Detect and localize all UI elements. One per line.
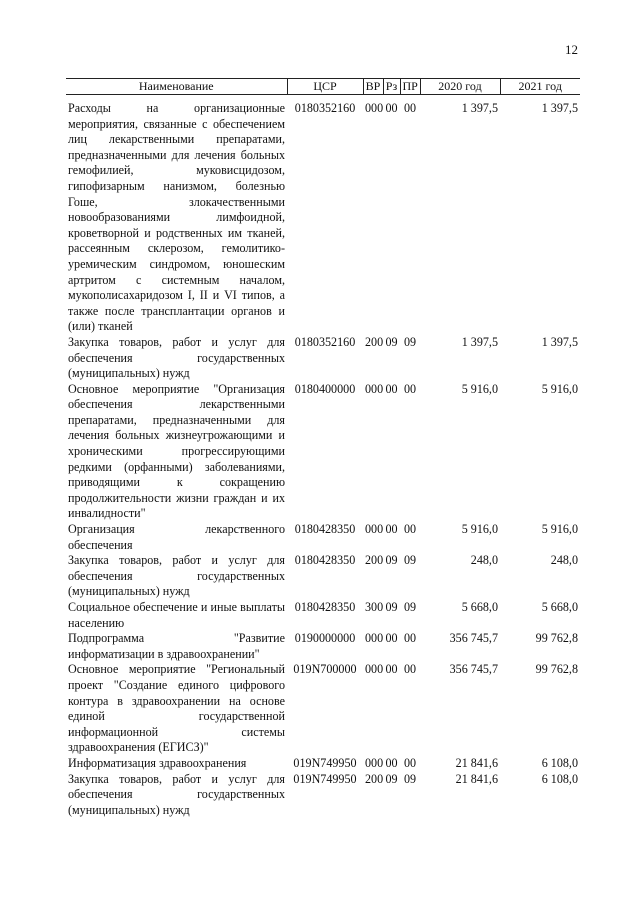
table-row bbox=[66, 335, 580, 382]
row-name: Информатизация здравоохранения bbox=[68, 755, 247, 770]
row-pr: 00 bbox=[403, 662, 417, 677]
row-pr: 00 bbox=[403, 381, 417, 396]
row-rz: 00 bbox=[385, 631, 398, 646]
row-amount-2021: 6 108,0 bbox=[541, 755, 578, 770]
row-amount-2020: 5 668,0 bbox=[461, 600, 498, 614]
row-csr: 0180428350 bbox=[294, 553, 356, 568]
row-vr: 200 bbox=[365, 553, 384, 568]
row-rz: 09 bbox=[385, 553, 398, 568]
row-amount-2020: 248,0 bbox=[470, 553, 498, 568]
table-row bbox=[66, 101, 580, 335]
row-rz: 00 bbox=[385, 522, 398, 537]
budget-table bbox=[66, 78, 580, 818]
row-name: Закупка товаров, работ и услуг для обеспечения государственных (муниципальных) нужд bbox=[68, 553, 285, 599]
row-rz: 00 bbox=[385, 755, 398, 770]
header-name: Наименование bbox=[66, 79, 287, 95]
table-row bbox=[66, 631, 580, 662]
row-amount-2020: 21 841,6 bbox=[455, 771, 498, 786]
row-vr: 000 bbox=[365, 381, 384, 396]
row-amount-2020: 356 745,7 bbox=[449, 631, 498, 646]
row-csr: 019N749950 bbox=[293, 771, 357, 786]
row-pr: 09 bbox=[403, 334, 417, 349]
table-row bbox=[66, 662, 580, 756]
row-amount-2021: 1 397,5 bbox=[541, 101, 578, 115]
row-amount-2021: 1 397,5 bbox=[541, 334, 578, 349]
row-vr: 000 bbox=[365, 101, 384, 115]
row-amount-2020: 21 841,6 bbox=[455, 755, 498, 770]
table-header-row bbox=[66, 79, 580, 95]
row-csr: 0180428350 bbox=[294, 522, 356, 537]
row-csr: 0180352160 bbox=[294, 101, 356, 115]
row-amount-2021: 99 762,8 bbox=[535, 631, 578, 646]
row-pr: 09 bbox=[403, 553, 417, 568]
row-name: Закупка товаров, работ и услуг для обеспечения государственных (муниципальных) нужд bbox=[68, 771, 285, 817]
row-amount-2021: 99 762,8 bbox=[535, 662, 578, 677]
row-amount-2020: 5 916,0 bbox=[461, 381, 498, 396]
row-pr: 00 bbox=[403, 755, 417, 770]
row-name: Социальное обеспечение и иные выплаты населению bbox=[68, 600, 285, 630]
table-row bbox=[66, 522, 580, 553]
row-amount-2020: 5 916,0 bbox=[461, 522, 498, 537]
row-name: Закупка товаров, работ и услуг для обеспечения государственных (муниципальных) нужд bbox=[68, 334, 285, 381]
header-csr: ЦСР bbox=[287, 79, 363, 95]
row-vr: 300 bbox=[365, 600, 384, 614]
row-pr: 00 bbox=[403, 101, 417, 115]
row-vr: 000 bbox=[365, 662, 384, 677]
row-name: Организация лекарственного обеспечения bbox=[68, 522, 285, 552]
row-csr: 0180400000 bbox=[294, 381, 356, 396]
row-amount-2020: 356 745,7 bbox=[449, 662, 498, 677]
row-rz: 09 bbox=[385, 600, 398, 614]
row-amount-2020: 1 397,5 bbox=[461, 334, 498, 349]
row-amount-2021: 5 916,0 bbox=[541, 522, 578, 537]
row-vr: 200 bbox=[365, 771, 384, 786]
table-row bbox=[66, 772, 580, 819]
row-csr: 019N700000 bbox=[293, 662, 357, 677]
row-vr: 000 bbox=[365, 755, 384, 770]
row-csr: 0190000000 bbox=[294, 631, 356, 646]
row-pr: 09 bbox=[403, 771, 417, 786]
row-pr: 09 bbox=[403, 600, 417, 614]
header-vr: ВР bbox=[363, 79, 383, 95]
row-amount-2020: 1 397,5 bbox=[461, 101, 498, 115]
row-name: Подпрограмма "Развитие информатизации в здравоохранении" bbox=[68, 631, 285, 661]
row-amount-2021: 6 108,0 bbox=[541, 771, 578, 786]
table-row bbox=[66, 600, 580, 631]
row-amount-2021: 5 668,0 bbox=[541, 600, 578, 614]
header-rz: Рз bbox=[383, 79, 400, 95]
row-pr: 00 bbox=[403, 631, 417, 646]
row-vr: 000 bbox=[365, 522, 384, 537]
row-rz: 09 bbox=[385, 334, 398, 349]
row-pr: 00 bbox=[403, 522, 417, 537]
header-pr: ПР bbox=[400, 79, 420, 95]
row-name: Основное мероприятие "Организация обеспечения лекарственными препаратами, предназначенными для лечения больных жизнеугрожающими и хроническими прогрессирующими редкими (орфанными) заболеваниями, приводящими к сокращению продолжительности жизни граждан и их инвалидности" bbox=[68, 381, 285, 521]
row-rz: 00 bbox=[385, 381, 398, 396]
row-vr: 000 bbox=[365, 631, 384, 646]
row-csr: 019N749950 bbox=[293, 755, 357, 770]
row-amount-2021: 248,0 bbox=[550, 553, 578, 568]
row-name: Расходы на организационные мероприятия, связанные с обеспечением лиц лекарственными препаратами, предназначенными для лечения больных гемофилией, муковисцидозом, гипофизарным нанизмом, болезнью Гоше, злокачественными новообразованиями лимфоидной, кроветворной и родственных им тканей, рассеянным склерозом, гемолитико-уремическим синдромом, юношеским артритом с системным началом, мукополисахаридозом I, II и VI типов, а также после трансплантации органов и (или) тканей bbox=[68, 101, 285, 334]
row-csr: 0180428350 bbox=[294, 600, 356, 614]
row-rz: 09 bbox=[385, 771, 398, 786]
header-2021: 2021 год bbox=[500, 79, 580, 95]
row-vr: 200 bbox=[365, 334, 384, 349]
table-row bbox=[66, 553, 580, 600]
row-csr: 0180352160 bbox=[294, 334, 356, 349]
row-rz: 00 bbox=[385, 101, 398, 115]
row-amount-2021: 5 916,0 bbox=[541, 381, 578, 396]
row-name: Основное мероприятие "Региональный проект "Создание единого цифрового контура в здравоохранении на основе единой государственной информационной системы здравоохранения (ЕГИСЗ)" bbox=[68, 662, 285, 755]
table-row bbox=[66, 756, 580, 772]
row-rz: 00 bbox=[385, 662, 398, 677]
header-2020: 2020 год bbox=[420, 79, 500, 95]
table-row bbox=[66, 382, 580, 522]
page-number: 12 bbox=[565, 42, 578, 57]
